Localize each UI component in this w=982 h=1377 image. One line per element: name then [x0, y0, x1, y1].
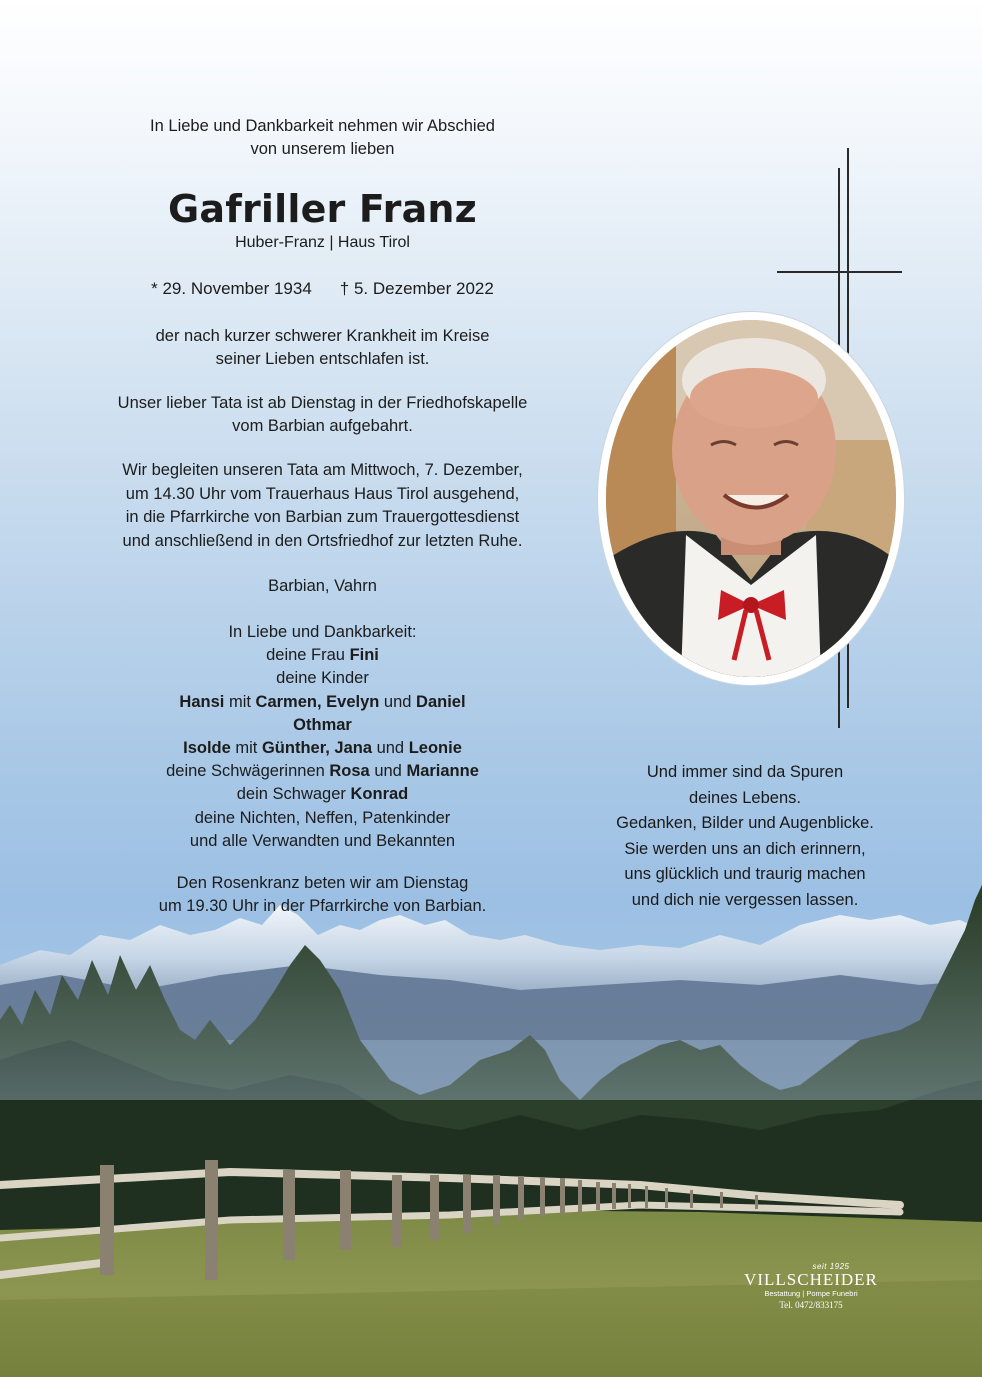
- mourner-line: Othmar: [293, 715, 352, 734]
- portrait-illustration: [606, 320, 896, 677]
- intro-text: [70, 115, 575, 161]
- mourner-line: deine Frau Fini: [266, 646, 379, 665]
- intro-line: von unserem lieben: [250, 140, 395, 158]
- logo-phone: Tel. 0472/833175: [779, 1300, 843, 1310]
- text-line: um 19.30 Uhr in der Pfarrkirche von Barbian.: [158, 897, 487, 915]
- text-line: Den Rosenkranz beten wir am Dienstag: [176, 874, 469, 892]
- rosary-text: [70, 872, 575, 918]
- poem: [590, 760, 900, 913]
- text-line: der nach kurzer schwerer Krankheit im Kreise: [155, 327, 490, 345]
- laying-out-text: [70, 392, 575, 438]
- text-line: seiner Lieben entschlafen ist.: [215, 350, 430, 368]
- mourner-line: Isolde mit Günther, Jana und Leonie: [183, 739, 462, 758]
- text-line: vom Barbian aufgebahrt.: [232, 417, 413, 435]
- mourners-list: [70, 621, 575, 853]
- mourner-line: deine Nichten, Neffen, Patenkinder: [194, 808, 451, 827]
- logo-brand: VILLSCHEIDER: [744, 1270, 878, 1289]
- death-date: † 5. Dezember 2022: [339, 279, 494, 298]
- funeral-home-logo: [726, 1262, 896, 1311]
- logo-subtitle: Bestattung | Pompe Funebri: [764, 1289, 858, 1298]
- text-line: in die Pfarrkirche von Barbian zum Trauergottesdienst: [125, 508, 520, 526]
- poem-line: und dich nie vergessen lassen.: [631, 890, 859, 909]
- mourner-line: deine Schwägerinnen Rosa und Marianne: [166, 762, 479, 781]
- mourner-line: und alle Verwandten und Bekannten: [189, 831, 456, 850]
- place-names: Barbian, Vahrn: [268, 577, 377, 595]
- portrait-photo: [606, 320, 896, 677]
- mourner-line: Hansi mit Carmen, Evelyn und Daniel: [179, 692, 466, 711]
- nickname: Huber-Franz | Haus Tirol: [235, 234, 410, 251]
- life-dates: [70, 278, 575, 300]
- funeral-text: [70, 459, 575, 553]
- poem-line: Gedanken, Bilder und Augenblicke.: [616, 814, 874, 832]
- mourner-line: dein Schwager Konrad: [236, 785, 409, 804]
- birth-date: * 29. November 1934: [151, 279, 312, 298]
- deceased-name: Gafriller Franz: [167, 187, 477, 231]
- passing-text: [70, 325, 575, 371]
- text-line: um 14.30 Uhr vom Trauerhaus Haus Tirol ausgehend,: [125, 484, 520, 503]
- text-line: und anschließend in den Ortsfriedhof zur letzten Ruhe.: [122, 531, 523, 550]
- mourner-line: deine Kinder: [276, 669, 369, 688]
- cross-icon-bar: [777, 271, 902, 273]
- logo-since: seit 1925: [812, 1262, 850, 1271]
- poem-line: deines Lebens.: [689, 788, 801, 807]
- mourners-heading: In Liebe und Dankbarkeit:: [228, 623, 417, 641]
- text-line: Unser lieber Tata ist ab Dienstag in der Friedhofskapelle: [117, 394, 528, 412]
- poem-line: Sie werden uns an dich erinnern,: [624, 839, 866, 858]
- intro-line: In Liebe und Dankbarkeit nehmen wir Abschied: [150, 117, 495, 135]
- poem-line: uns glücklich und traurig machen: [624, 865, 866, 883]
- poem-line: Und immer sind da Spuren: [646, 763, 844, 781]
- text-line: Wir begleiten unseren Tata am Mittwoch, 7. Dezember,: [122, 461, 523, 479]
